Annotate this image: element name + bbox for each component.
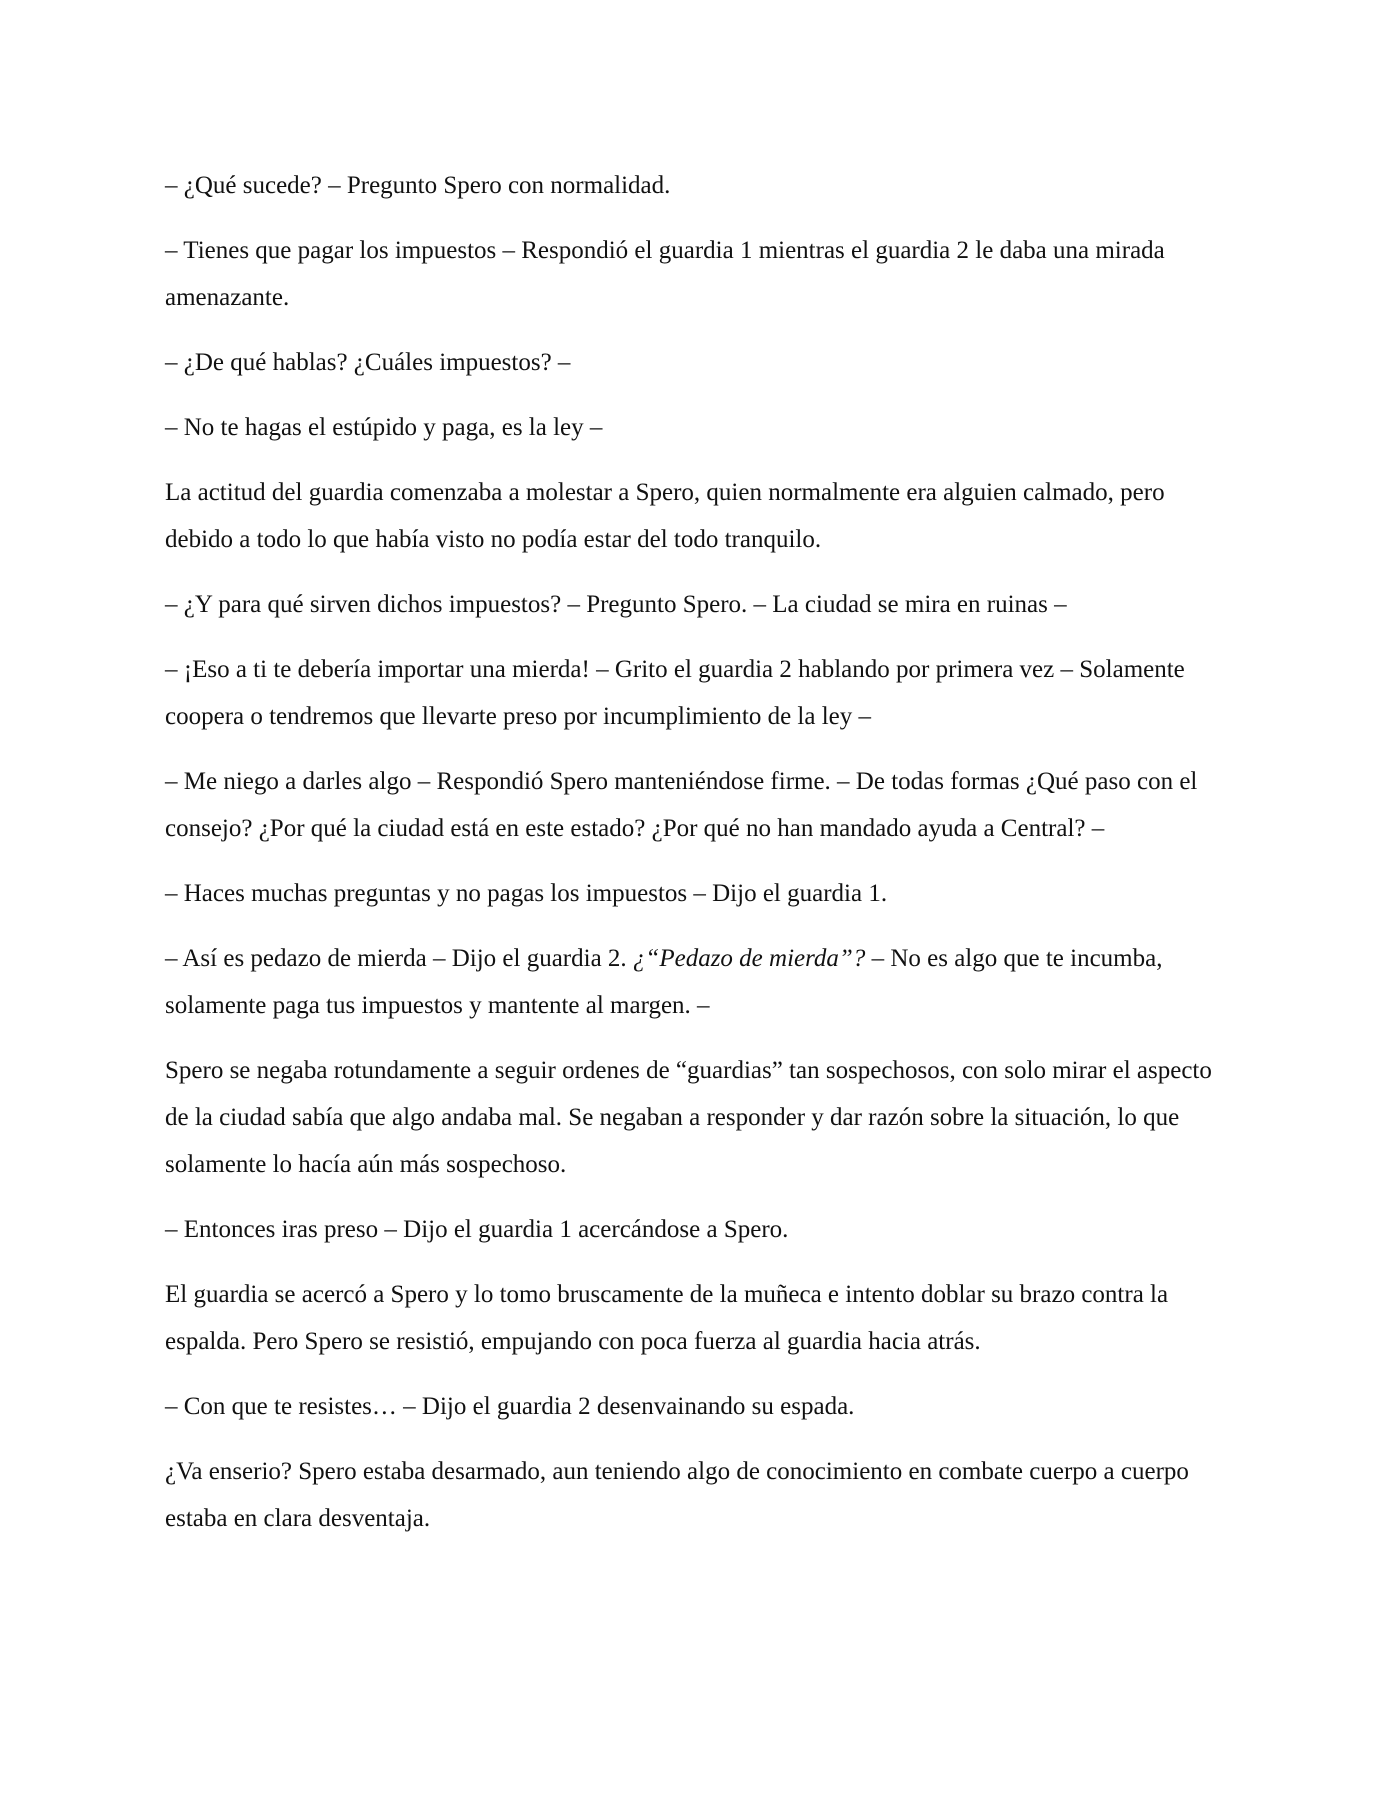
- paragraph: [165, 935, 1235, 1029]
- paragraph: [165, 1448, 1235, 1542]
- paragraph: [165, 404, 1235, 451]
- paragraph-text: El guardia se acercó a Spero y lo tomo bruscamente de la muñeca e intento doblar su brazo contra la espalda. Pero Spero se resistió, empujando con poca fuerza al guardia hacia atrás.: [165, 1281, 1169, 1355]
- paragraph: [165, 870, 1235, 917]
- paragraph: [165, 758, 1235, 852]
- paragraph: [165, 1383, 1235, 1430]
- paragraph-text: – ¿De qué hablas? ¿Cuáles impuestos? –: [165, 349, 571, 376]
- paragraph-text: La actitud del guardia comenzaba a molestar a Spero, quien normalmente era alguien calmado, pero debido a todo lo que había visto no podía estar del todo tranquilo.: [165, 479, 1165, 553]
- paragraph-text: – ¿Qué sucede? – Pregunto Spero con normalidad.: [165, 172, 671, 199]
- paragraph: [165, 227, 1235, 321]
- paragraph-text: Spero se negaba rotundamente a seguir ordenes de “guardias” tan sospechosos, con solo mirar el aspecto de la ciudad sabía que algo andaba mal. Se negaban a responder y dar razón sobre la situación, lo que solamente lo hacía aún más sospechoso.: [165, 1057, 1212, 1178]
- paragraph-text: – No es algo que te incumba, solamente paga tus impuestos y mantente al margen. –: [165, 945, 1163, 1019]
- paragraph: [165, 162, 1235, 209]
- document-body: [165, 162, 1235, 1560]
- paragraph-text: – Haces muchas preguntas y no pagas los impuestos – Dijo el guardia 1.: [165, 880, 888, 907]
- paragraph-text: – Me niego a darles algo – Respondió Spero manteniéndose firme. – De todas formas ¿Qué paso con el consejo? ¿Por qué la ciudad está en este estado? ¿Por qué no han mandado ayuda a Central? –: [165, 768, 1198, 842]
- paragraph: [165, 1206, 1235, 1253]
- paragraph: [165, 469, 1235, 563]
- paragraph-text: – Con que te resistes… – Dijo el guardia 2 desenvainando su espada.: [165, 1393, 855, 1420]
- paragraph-text: – ¿Y para qué sirven dichos impuestos? – Pregunto Spero. – La ciudad se mira en ruinas –: [165, 591, 1067, 618]
- paragraph-text: – ¡Eso a ti te debería importar una mierda! – Grito el guardia 2 hablando por primera vez – Solamente coopera o tendremos que llevarte preso por incumplimiento de la ley –: [165, 656, 1185, 730]
- paragraph: [165, 1047, 1235, 1188]
- paragraph-text: ¿Va enserio? Spero estaba desarmado, aun teniendo algo de conocimiento en combate cuerpo a cuerpo estaba en clara desventaja.: [165, 1458, 1189, 1532]
- italic-text: ¿“Pedazo de mierda”?: [632, 945, 866, 972]
- paragraph-text: – No te hagas el estúpido y paga, es la ley –: [165, 414, 603, 441]
- paragraph: [165, 581, 1235, 628]
- paragraph-text: – Así es pedazo de mierda – Dijo el guardia 2.: [165, 945, 633, 972]
- paragraph: [165, 1271, 1235, 1365]
- paragraph-text: – Entonces iras preso – Dijo el guardia 1 acercándose a Spero.: [165, 1216, 789, 1243]
- paragraph-text: – Tienes que pagar los impuestos – Respondió el guardia 1 mientras el guardia 2 le daba una mirada amenazante.: [165, 237, 1165, 311]
- paragraph: [165, 646, 1235, 740]
- paragraph: [165, 339, 1235, 386]
